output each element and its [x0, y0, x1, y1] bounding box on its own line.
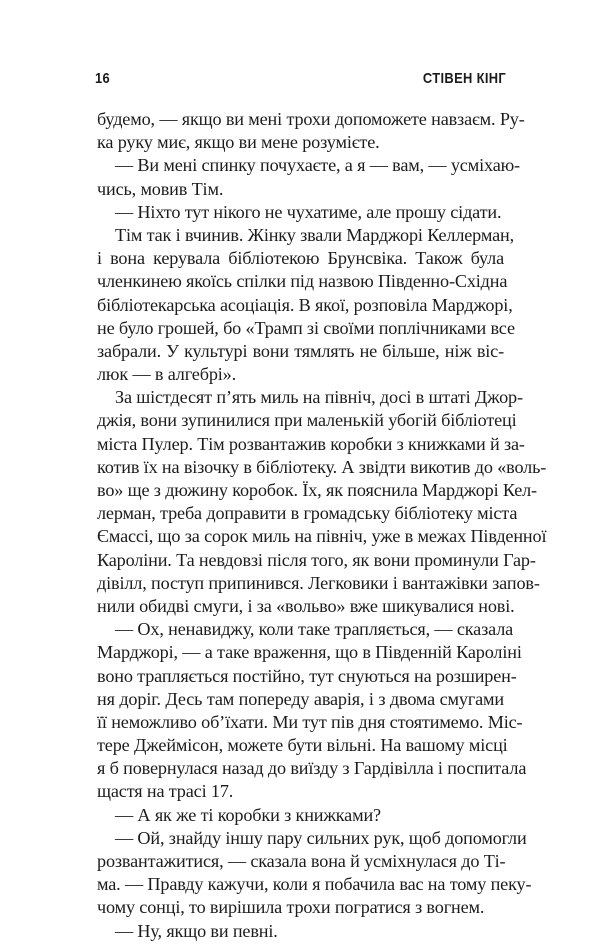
page-number: 16	[95, 70, 111, 87]
text-line: во» ще з дюжину коробок. Їх, як пояснила Марджорі Кел-	[97, 480, 537, 500]
text-line: котив їх на візочку в бібліотеку. А звідти викотив до «воль-	[97, 456, 547, 477]
text-line: тере Джеймісон, можете бути вільні. На вашому місці	[97, 735, 508, 756]
text-line: чись, мовив Тім.	[97, 178, 224, 199]
text-line: люк — в алгебрі».	[97, 364, 237, 385]
text-line: нили обидві смуги, і за «вольво» вже шикувалися нові.	[97, 595, 515, 616]
text-line: лерман, треба доправити в громадську бібліотеку міста	[97, 503, 518, 524]
running-header	[95, 70, 506, 92]
text-line: не було грошей, бо «Трамп зі своїми поплічниками все	[97, 317, 515, 338]
text-line: чому сонці, то вирішила трохи погратися з вогнем.	[97, 897, 485, 918]
text-line: розвантажитися, — сказала вона й усміхнулася до Ті-	[97, 851, 506, 871]
text-line: — Ой, знайду іншу пару сильних рук, щоб допомогли	[115, 827, 527, 848]
text-line: Тім так і вчинив. Жінку звали Марджорі Келлерман,	[115, 224, 514, 245]
text-line: ня доріг. Десь там попереду аварія, і з двома смугами	[97, 688, 504, 709]
text-line: джія, вони зупинилися при маленькій убогій бібліотеці	[97, 410, 517, 431]
text-line: будемо, — якщо ви мені трохи допоможете навзаєм. Ру-	[97, 109, 525, 129]
text-line: її неможливо об’їхати. Ми тут пів дня стоятимемо. Міс-	[97, 711, 523, 732]
text-line: щастя на трасі 17.	[97, 781, 234, 802]
text-line: і вона керувала бібліотекою Брунсвіка. Також була	[97, 248, 504, 269]
text-line: бібліотекарська асоціація. В якої, розповіла Марджорі,	[97, 294, 513, 315]
body-text	[97, 108, 547, 943]
text-line: дівілл, поступ припинився. Легковики і вантажівки запов-	[97, 572, 540, 593]
text-line: Кароліни. Та невдовзі після того, як вони проминули Гар-	[97, 549, 536, 570]
text-line: воно трапляється постійно, тут снуються на розширен-	[97, 665, 517, 686]
text-line: Марджорі, — а таке враження, що в Південній Кароліні	[97, 642, 522, 663]
running-head-author: СТІВЕН КІНГ	[422, 70, 507, 87]
text-line: — Ну, якщо ви певні.	[115, 920, 278, 941]
text-line: ка руку миє, якщо ви мене розумієте.	[97, 132, 380, 153]
text-line: міста Пулер. Тім розвантажив коробки з книжками й за-	[97, 433, 525, 454]
text-line: забрали. У культурі вони тямлять не більше, ніж віс-	[97, 340, 504, 361]
text-line: За шістдесят п’ять миль на північ, досі в штаті Джор-	[115, 387, 523, 408]
text-line: я б повернулася назад до виїзду з Гардівілла і поспитала	[97, 758, 527, 779]
text-line: — Ви мені спинку почухаєте, а я — вам, — усміхаю-	[115, 155, 520, 176]
text-line: Ємассі, що за сорок миль на північ, уже в межах Південної	[97, 526, 547, 547]
text-line: членкинею якоїсь спілки під назвою Південно-Східна	[97, 271, 508, 292]
text-line: ма. — Правду кажучи, коли я побачила вас на тому пеку-	[97, 874, 532, 895]
text-line: — А як же ті коробки з книжками?	[115, 804, 381, 825]
text-line: — Ох, ненавиджу, коли таке трапляється, — сказала	[115, 619, 514, 640]
text-line: — Ніхто тут нікого не чухатиме, але прошу сідати.	[115, 201, 502, 222]
